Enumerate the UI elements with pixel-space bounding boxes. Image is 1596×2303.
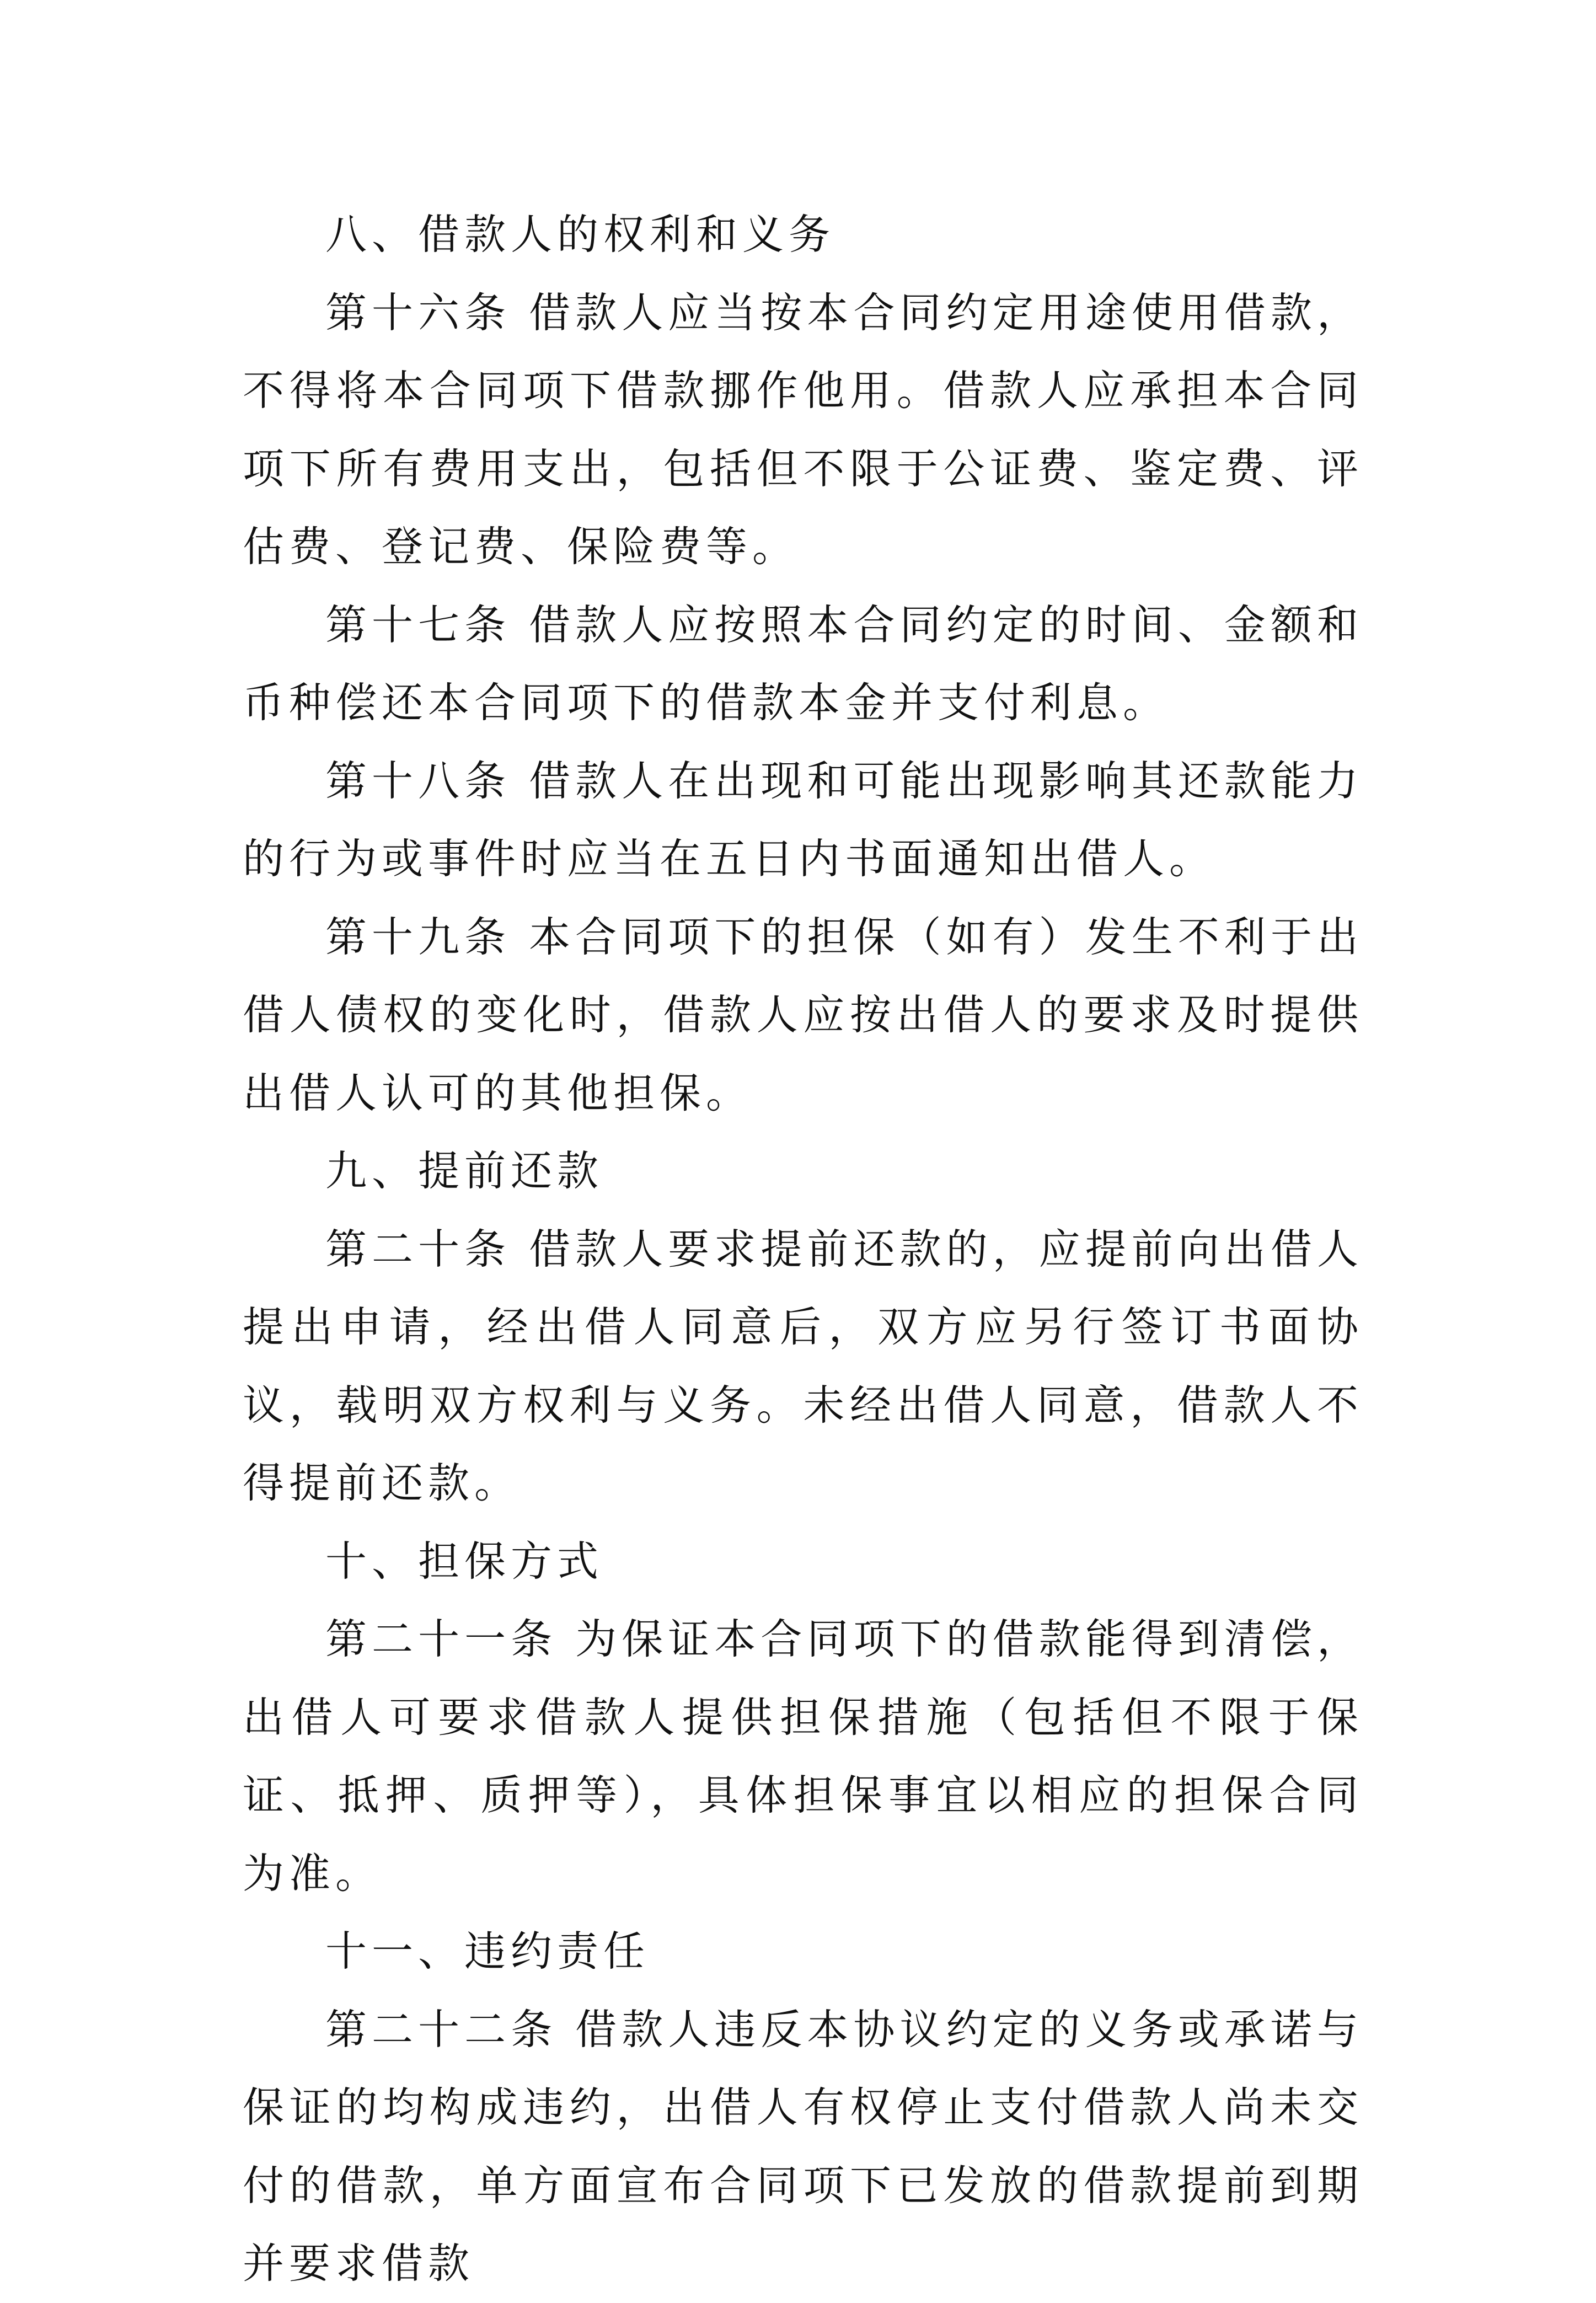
article-22: 第二十二条 借款人违反本协议约定的义务或承诺与保证的均构成违约，出借人有权停止支付借款人尚未交付的借款，单方面宣布合同项下已发放的借款提前到期并要求借款	[243, 2005, 1363, 2288]
article-16: 第十六条 借款人应当按本合同约定用途使用借款，不得将本合同项下借款挪作他用。借款人应承担本合同项下所有费用支出，包括但不限于公证费、鉴定费、评估费、登记费、保险费等。	[243, 288, 1363, 571]
article-17: 第十七条 借款人应按照本合同约定的时间、金额和币种偿还本合同项下的借款本金并支付利息。	[243, 600, 1363, 727]
article-20: 第二十条 借款人要求提前还款的，应提前向出借人提出申请，经出借人同意后，双方应另行签订书面协议，载明双方权利与义务。未经出借人同意，借款人不得提前还款。	[243, 1224, 1363, 1507]
section-heading-11: 十一、违约责任	[325, 1927, 650, 1975]
section-heading-8: 八、借款人的权利和义务	[325, 210, 836, 259]
article-18: 第十八条 借款人在出现和可能出现影响其还款能力的行为或事件时应当在五日内书面通知出借人。	[243, 756, 1363, 883]
document-body	[243, 196, 1363, 2303]
section-heading-9: 九、提前还款	[325, 1147, 604, 1195]
section-heading-10: 十、担保方式	[325, 1536, 604, 1586]
article-21: 第二十一条 为保证本合同项下的借款能得到清偿，出借人可要求借款人提供担保措施（包括但不限于保证、抵押、质押等），具体担保事宜以相应的担保合同为准。	[243, 1615, 1363, 1898]
article-19: 第十九条 本合同项下的担保（如有）发生不利于出借人债权的变化时，借款人应按出借人的要求及时提供出借人认可的其他担保。	[243, 912, 1363, 1117]
